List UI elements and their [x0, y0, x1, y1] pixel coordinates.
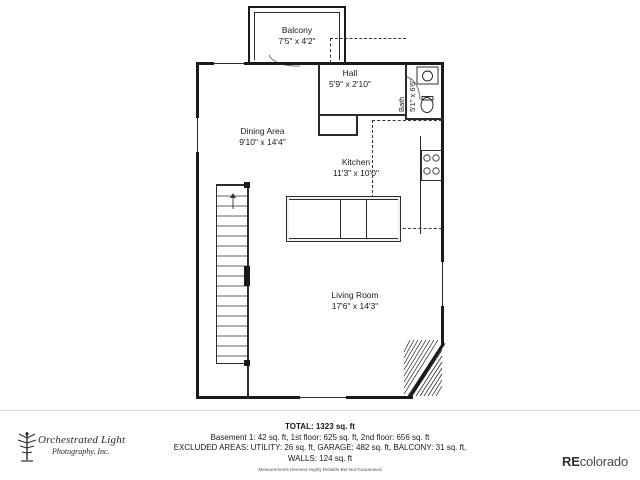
room-dim-kitchen: 11'3" x 10'0": [333, 168, 379, 178]
room-dim-bath: 5'1" x 6'6": [408, 79, 417, 112]
area-breakdown-line-2: EXCLUDED AREAS: UTILITY: 26 sq. ft, GARAGE: 482 sq. ft, BALCONY: 31 sq. ft,: [173, 443, 467, 452]
balcony-wall-top: [248, 6, 346, 8]
kitchen-wall-upper-right: [356, 116, 358, 136]
stair-direction-arrow: [229, 192, 237, 210]
kitchen-wall-upper-seg: [318, 134, 340, 136]
balcony-rail-inner-top: [254, 12, 340, 13]
stair-newel-mid: [244, 266, 250, 286]
logo-line-2: Photography, Inc.: [52, 447, 110, 456]
balcony-wall-left: [248, 6, 250, 64]
area-breakdown-line-3: WALLS: 124 sq. ft: [287, 453, 353, 463]
kitchen-island-inner-outline-bottom: [289, 238, 398, 239]
hall-wall-bottom: [318, 114, 406, 116]
room-label-kitchen: [312, 157, 400, 179]
exterior-wall-bottom-right-stub: [405, 396, 413, 399]
kitchen-island-divider-2: [366, 199, 367, 239]
room-name-living: Living Room: [331, 290, 379, 300]
room-label-living: [300, 290, 410, 312]
hall-soffit-dash: [330, 38, 406, 39]
room-label-hall: [312, 68, 388, 90]
room-dim-hall: 5'9" x 2'10": [329, 79, 371, 89]
tree-logo-icon: [14, 430, 40, 464]
room-name-bath: Bath: [397, 96, 406, 112]
window-left-upper-line: [197, 118, 198, 152]
room-name-kitchen: Kitchen: [341, 157, 371, 167]
room-label-dining: [205, 126, 320, 148]
total-area: TOTAL: 1323 sq. ft: [285, 422, 355, 431]
logo-text: [38, 434, 125, 456]
room-name-balcony: Balcony: [281, 25, 313, 35]
recolorado-brand: [562, 454, 628, 469]
range-icon: [421, 150, 443, 182]
room-dim-balcony: 7'5" x 4'2": [278, 36, 316, 46]
window-right-living-line: [442, 262, 443, 306]
kitchen-wall-upper-left: [318, 116, 320, 136]
kitchen-upper-cabinet-dash-top: [372, 120, 442, 121]
exterior-wall-right-lower: [441, 342, 444, 346]
measurement-disclaimer: Measurements Deemed Highly Reliable But Not Guaranteed: [258, 467, 382, 472]
room-dim-living: 17'6" x 14'3": [331, 301, 379, 311]
room-dim-dining: 9'10" x 14'4": [239, 137, 286, 147]
footer-divider: [0, 410, 640, 411]
hall-soffit-dash-v: [330, 38, 331, 63]
kitchen-island-outline-left: [286, 196, 287, 242]
exterior-wall-top-right: [326, 62, 444, 65]
brand-prefix: RE: [562, 454, 580, 469]
area-breakdown-line-1: Basement 1: 42 sq. ft, 1st floor: 625 sq. ft, 2nd floor: 656 sq. ft: [210, 432, 430, 442]
photographer-logo: [14, 428, 144, 470]
kitchen-wall-upper-seg2: [340, 134, 358, 136]
brand-suffix: colorado: [579, 454, 628, 469]
footer: [0, 410, 640, 480]
kitchen-island-outline-bottom: [286, 241, 401, 242]
balcony-wall-right: [344, 6, 346, 64]
window-top-left-line: [214, 63, 244, 64]
corner-hatch-detail: [402, 338, 448, 402]
logo-line-1: Orchestrated Light: [38, 434, 126, 446]
kitchen-island-inner-outline-top: [289, 199, 398, 200]
kitchen-island-inner: [289, 199, 398, 239]
kitchen-island-outline-right: [400, 196, 401, 242]
room-name-hall: Hall: [342, 68, 358, 78]
bath-door-arc: [406, 76, 422, 102]
area-summary: [140, 422, 500, 473]
stair-newel-bottom: [244, 360, 250, 366]
exterior-wall-left: [196, 62, 199, 399]
room-name-dining: Dining Area: [240, 126, 285, 136]
kitchen-island-outline-top: [286, 196, 401, 197]
room-label-balcony: [252, 25, 342, 47]
kitchen-island-divider-1: [340, 199, 341, 239]
stair-newel-top: [244, 182, 250, 188]
window-bottom-line: [300, 397, 346, 398]
balcony-door-arc: [268, 54, 302, 68]
